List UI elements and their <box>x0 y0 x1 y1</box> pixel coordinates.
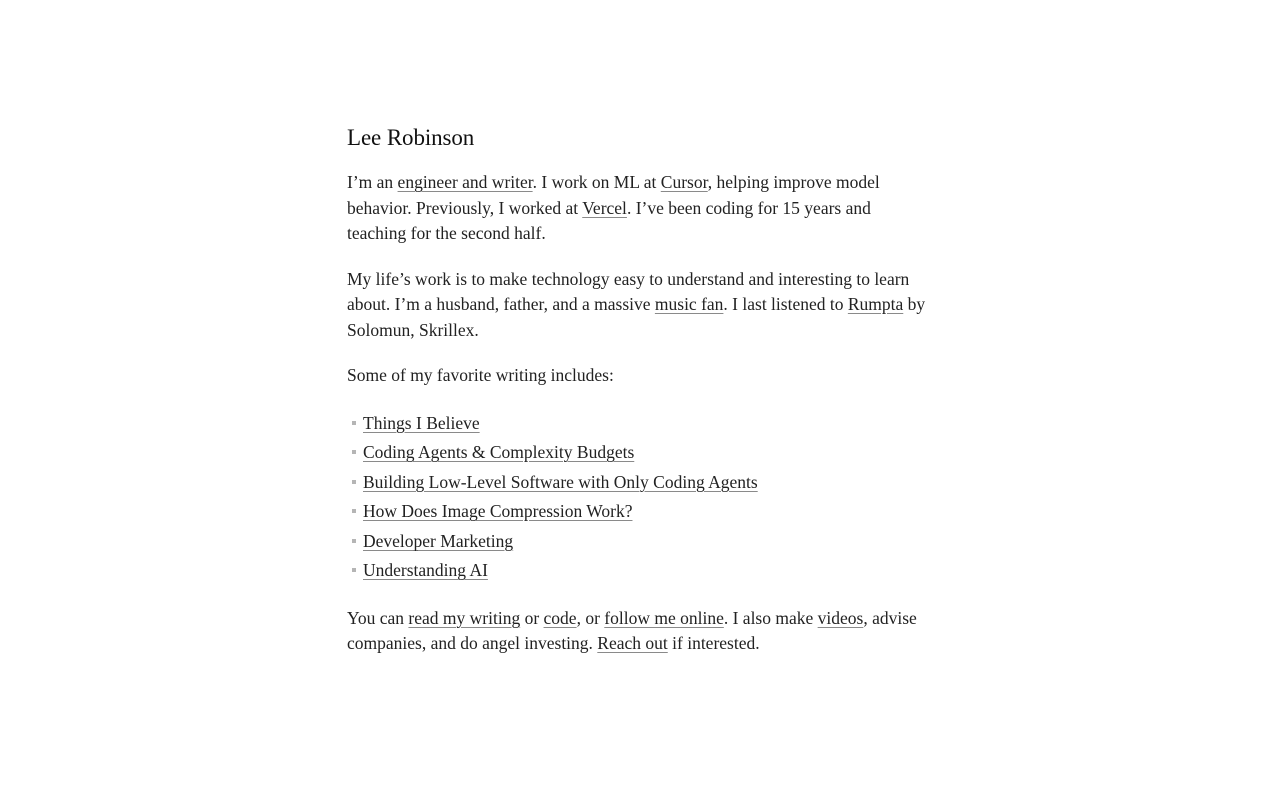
square-bullet-icon <box>352 450 356 454</box>
square-bullet-icon <box>352 480 356 484</box>
favorites-intro: Some of my favorite writing includes: <box>347 365 614 385</box>
intro-paragraph <box>347 170 927 247</box>
main-content <box>347 122 927 677</box>
page-title: Lee Robinson <box>347 125 475 150</box>
writing-link-low-level-software[interactable]: Building Low-Level Software with Only Coding Agents <box>363 471 758 492</box>
list-item <box>347 438 927 468</box>
engineer-and-writer-link[interactable]: engineer and writer <box>397 172 533 192</box>
intro-text-1: I’m an <box>347 172 398 192</box>
code-link[interactable]: code <box>543 607 577 628</box>
life-paragraph <box>347 267 927 344</box>
list-item <box>347 527 927 557</box>
favorite-writing-list <box>347 409 927 586</box>
life-text-2: . I last listened to <box>723 294 848 314</box>
list-item <box>347 468 927 498</box>
intro-text-3: , helping improve model behavior. Previously, I worked at <box>347 172 880 218</box>
outro-text-2: or <box>520 607 544 628</box>
square-bullet-icon <box>352 539 356 543</box>
outro-paragraph <box>347 606 927 657</box>
videos-link[interactable]: videos <box>817 607 864 628</box>
outro-text-6: if interested. <box>667 633 760 653</box>
outro-text-3: , or <box>576 607 605 628</box>
read-my-writing-link[interactable]: read my writing <box>408 607 521 628</box>
square-bullet-icon <box>352 509 356 513</box>
writing-link-coding-agents[interactable]: Coding Agents & Complexity Budgets <box>363 442 635 462</box>
list-item <box>347 497 927 527</box>
cursor-link[interactable]: Cursor <box>660 172 708 192</box>
intro-text-4: . I’ve been coding for 15 years and teaching for the second half. <box>347 197 871 243</box>
list-item <box>347 556 927 586</box>
outro-text-1: You can <box>347 607 409 628</box>
reach-out-link[interactable]: Reach out <box>597 633 668 653</box>
outro-text-5: , advise companies, and do angel investing. <box>347 607 917 653</box>
intro-text-2: . I work on ML at <box>532 172 661 192</box>
vercel-link[interactable]: Vercel <box>582 197 627 218</box>
writing-link-image-compression[interactable]: How Does Image Compression Work? <box>363 501 633 521</box>
last-track-link[interactable]: Rumpta <box>847 294 904 314</box>
list-item <box>347 409 927 439</box>
square-bullet-icon <box>352 421 356 425</box>
follow-me-online-link[interactable]: follow me online <box>604 607 724 628</box>
life-text-3: by Solomun, Skrillex. <box>347 294 926 340</box>
outro-text-4: . I also make <box>723 607 818 628</box>
writing-link-developer-marketing[interactable]: Developer Marketing <box>363 530 514 551</box>
music-fan-link[interactable]: music fan <box>654 294 724 314</box>
life-text-1: My life’s work is to make technology easy to understand and interesting to learn about. I’m a husband, father, and a massive <box>347 268 910 314</box>
square-bullet-icon <box>352 568 356 572</box>
writing-link-things-i-believe[interactable]: Things I Believe <box>363 412 480 433</box>
writing-link-understanding-ai[interactable]: Understanding AI <box>363 560 488 580</box>
